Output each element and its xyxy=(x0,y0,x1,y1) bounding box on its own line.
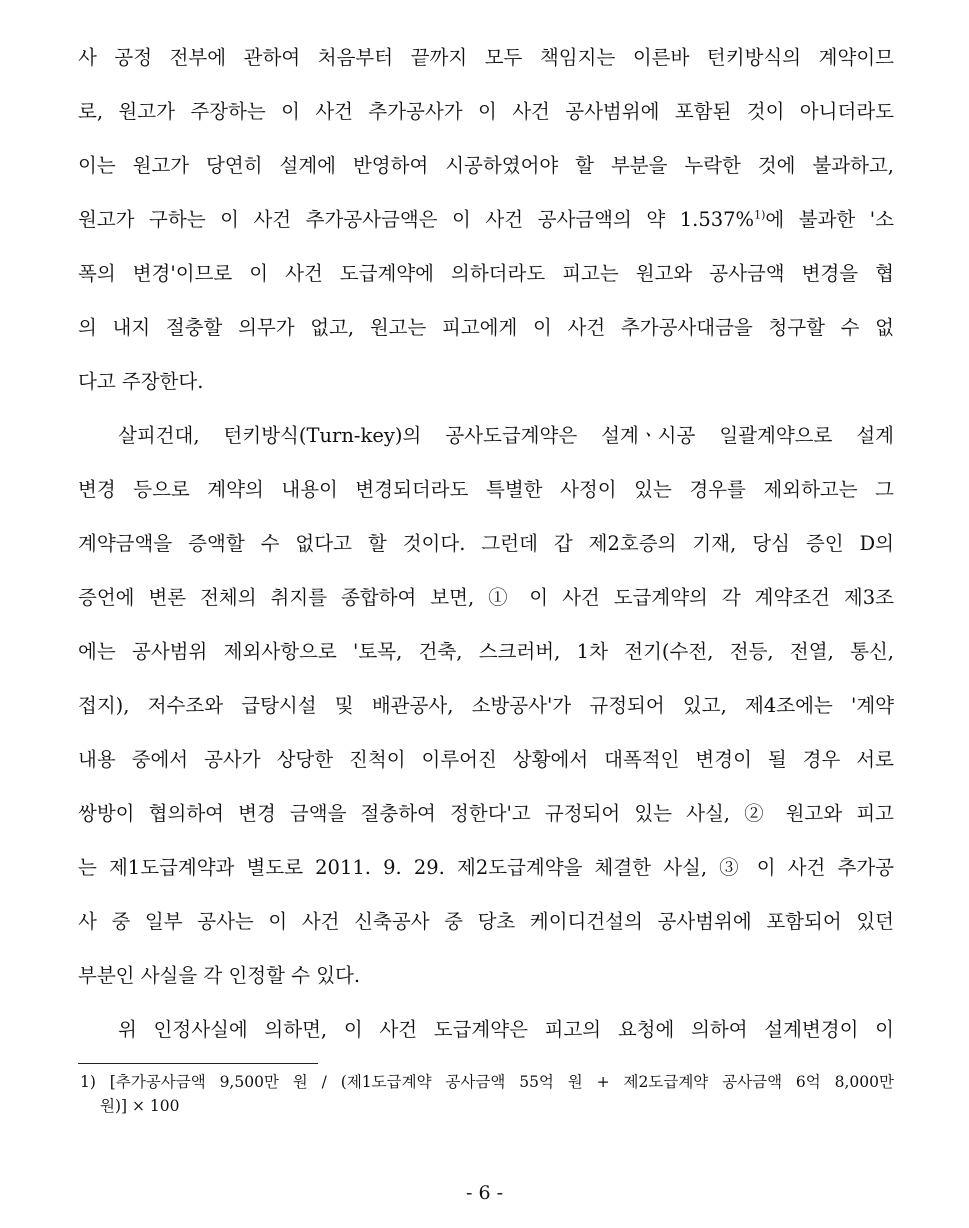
text-line: 부분인 사실을 각 인정할 수 있다. xyxy=(78,964,361,987)
text-line: 변경 등으로 계약의 내용이 변경되더라도 특별한 사정이 있는 경우를 제외하고는 그 xyxy=(78,478,894,501)
text-line: 의 내지 절충할 의무가 없고, 원고는 피고에게 이 사건 추가공사대금을 청구할 수 없 xyxy=(78,316,894,339)
footnote-line: 1) [추가공사금액 9,500만 원 / (제1도급계약 공사금액 55억 원 + 제2도급계약 공사금액 6억 8,000만 xyxy=(80,1073,894,1091)
text-line: 사 중 일부 공사는 이 사건 신축공사 중 당초 케이디건설의 공사범위에 포함되어 있던 xyxy=(78,910,894,933)
text-line: 계약금액을 증액할 수 없다고 할 것이다. 그런데 갑 제2호증의 기재, 당심 증인 D의 xyxy=(78,532,894,555)
text-line: 사 공정 전부에 관하여 처음부터 끝까지 모두 책임지는 이른바 턴키방식의 계약이므 xyxy=(78,46,894,69)
footnote-line: 원)] × 100 xyxy=(100,1097,180,1115)
footnote-separator xyxy=(78,1063,318,1064)
text-line: 다고 주장한다. xyxy=(78,370,204,393)
text-line: 쌍방이 협의하여 변경 금액을 절충하여 정한다'고 규정되어 있는 사실, ② 원고와 피고 xyxy=(78,802,894,825)
text-line: 는 제1도급계약과 별도로 2011. 9. 29. 제2도급계약을 체결한 사실, ③ 이 사건 추가공 xyxy=(78,856,894,879)
text-line: 위 인정사실에 의하면, 이 사건 도급계약은 피고의 요청에 의하여 설계변경이 이 xyxy=(118,1018,894,1041)
text-line: 에는 공사범위 제외사항으로 '토목, 건축, 스크러버, 1차 전기(수전, 전등, 전열, 통신, xyxy=(78,640,894,663)
text-line: 증언에 변론 전체의 취지를 종합하여 보면, ① 이 사건 도급계약의 각 계약조건 제3조 xyxy=(78,586,894,609)
text-line: 이는 원고가 당연히 설계에 반영하여 시공하였어야 할 부분을 누락한 것에 불과하고, xyxy=(78,154,894,177)
text-line: 로, 원고가 주장하는 이 사건 추가공사가 이 사건 공사범위에 포함된 것이 아니더라도 xyxy=(78,100,894,123)
text-line: 내용 중에서 공사가 상당한 진척이 이루어진 상황에서 대폭적인 변경이 될 경우 서로 xyxy=(78,748,894,771)
text-line-with-footnote xyxy=(78,205,894,235)
text-line: 폭의 변경'이므로 이 사건 도급계약에 의하더라도 피고는 원고와 공사금액 변경을 협 xyxy=(78,262,894,285)
text-segment: 원고가 구하는 이 사건 추가공사금액은 이 사건 공사금액의 약 1.537% xyxy=(78,208,755,231)
text-segment: 에 불과한 '소 xyxy=(765,208,894,231)
text-line: 접지), 저수조와 급탕시설 및 배관공사, 소방공사'가 규정되어 있고, 제4조에는 '계약 xyxy=(78,694,894,717)
footnote-reference[interactable]: 1) xyxy=(754,208,766,222)
text-line: 살피건대, 턴키방식(Turn-key)의 공사도급계약은 설계ㆍ시공 일괄계약으로 설계 xyxy=(118,424,894,447)
page-number: - 6 - xyxy=(465,1182,503,1204)
